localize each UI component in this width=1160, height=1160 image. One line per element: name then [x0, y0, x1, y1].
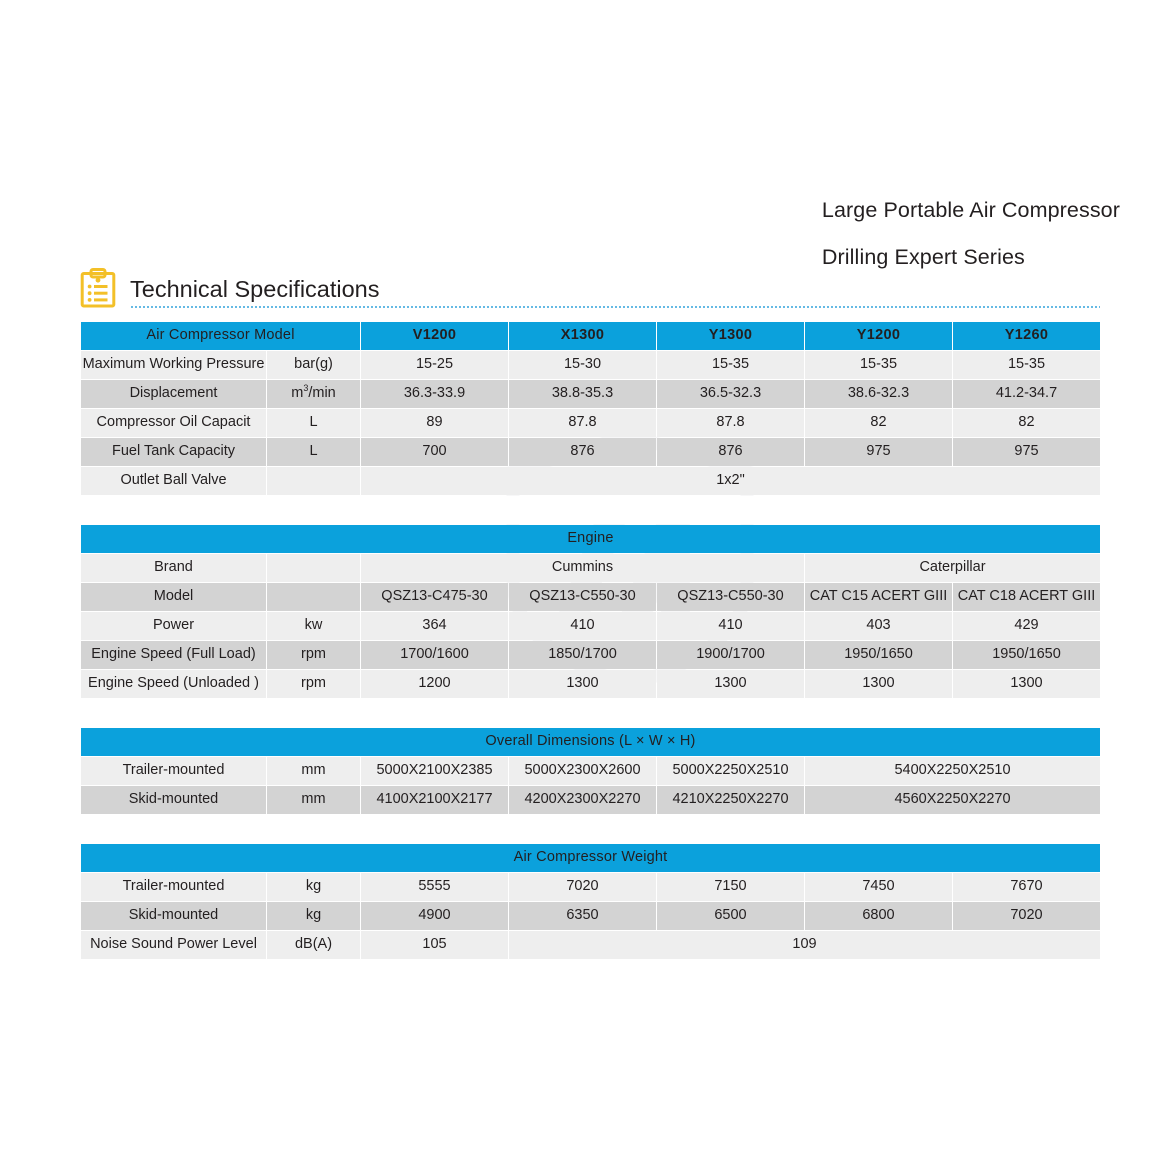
row-value: 7450: [805, 873, 952, 901]
row-unit: [267, 554, 360, 582]
row-value: 6350: [509, 902, 656, 930]
row-unit: rpm: [267, 670, 360, 698]
row-value: 5000X2250X2510: [657, 757, 804, 785]
row-value: 38.6-32.3: [805, 380, 952, 408]
row-value: 82: [805, 409, 952, 437]
column-header-y1300: Y1300: [657, 322, 804, 350]
section-header-row: [81, 844, 1100, 872]
row-unit: [267, 583, 360, 611]
row-value: 5400X2250X2510: [805, 757, 1100, 785]
row-label: Skid-mounted: [81, 786, 266, 814]
table-row: [81, 351, 1100, 379]
row-value: 1300: [509, 670, 656, 698]
table-row: [81, 380, 1100, 408]
row-value: 429: [953, 612, 1100, 640]
spacer-cell: [81, 496, 1100, 524]
row-value: 87.8: [509, 409, 656, 437]
table-row: [81, 670, 1100, 698]
row-value: 15-30: [509, 351, 656, 379]
spacer-cell: [81, 815, 1100, 843]
row-value: 1900/1700: [657, 641, 804, 669]
document-titles: [822, 200, 1120, 268]
row-value: 4200X2300X2270: [509, 786, 656, 814]
row-value: 1200: [361, 670, 508, 698]
row-value: 1950/1650: [953, 641, 1100, 669]
row-unit: rpm: [267, 641, 360, 669]
row-value: 15-35: [805, 351, 952, 379]
product-title: Large Portable Air Compressor: [821, 198, 1120, 222]
column-header-y1200: Y1200: [805, 322, 952, 350]
row-label: Outlet Ball Valve: [81, 467, 266, 495]
row-value: 4900: [361, 902, 508, 930]
section-spacer: [81, 496, 1100, 524]
section-spacer: [81, 815, 1100, 843]
row-value: 6500: [657, 902, 804, 930]
table-row: [81, 583, 1100, 611]
specifications-table-wrapper: [80, 321, 1096, 960]
row-value: 876: [509, 438, 656, 466]
row-value: 975: [805, 438, 952, 466]
row-value: 89: [361, 409, 508, 437]
row-value: CAT C18 ACERT GIII: [953, 583, 1100, 611]
row-value: 1950/1650: [805, 641, 952, 669]
row-unit: dB(A): [267, 931, 360, 959]
row-value: 1700/1600: [361, 641, 508, 669]
row-value: 6800: [805, 902, 952, 930]
row-value: 7670: [953, 873, 1100, 901]
technical-specifications-heading: [80, 268, 380, 308]
column-header-x1300: X1300: [509, 322, 656, 350]
row-value: 15-35: [657, 351, 804, 379]
section-header-row: [81, 322, 1100, 350]
row-label: Maximum Working Pressure: [81, 351, 266, 379]
section-header-row: [81, 728, 1100, 756]
table-row: [81, 786, 1100, 814]
row-value: 975: [953, 438, 1100, 466]
row-label: Trailer-mounted: [81, 873, 266, 901]
row-unit: $m^3/\min$: [267, 380, 360, 408]
row-unit: mm: [267, 786, 360, 814]
row-value: 7020: [953, 902, 1100, 930]
section-header-row: [81, 525, 1100, 553]
spacer-cell: [81, 699, 1100, 727]
row-value: QSZ13-C475-30: [361, 583, 508, 611]
table-row: [81, 902, 1100, 930]
product-series: Drilling Expert Series: [821, 244, 1025, 269]
row-value: 15-35: [953, 351, 1100, 379]
row-merged-value: 1x2": [361, 467, 1100, 495]
row-label: Power: [81, 612, 266, 640]
section-title-air-compressor-weight: Air Compressor Weight: [81, 844, 1100, 872]
row-label: Engine Speed (Full Load): [81, 641, 266, 669]
row-value: 38.8-35.3: [509, 380, 656, 408]
row-label: Compressor Oil Capacit: [81, 409, 266, 437]
table-row: [81, 467, 1100, 495]
row-unit: L: [267, 409, 360, 437]
row-value: 876: [657, 438, 804, 466]
row-value: 105: [361, 931, 508, 959]
clipboard-icon: [80, 268, 116, 308]
row-value: 36.3-33.9: [361, 380, 508, 408]
table-row: [81, 641, 1100, 669]
row-unit: L: [267, 438, 360, 466]
row-value: 36.5-32.3: [657, 380, 804, 408]
table-row: [81, 554, 1100, 582]
section-title-engine: Engine: [81, 525, 1100, 553]
row-value: 1300: [953, 670, 1100, 698]
specifications-table: [80, 321, 1101, 960]
row-value: Caterpillar: [805, 554, 1100, 582]
section-spacer: [81, 699, 1100, 727]
section-title-air-compressor-model: Air Compressor Model: [81, 322, 360, 350]
row-value: 87.8: [657, 409, 804, 437]
row-value: 7020: [509, 873, 656, 901]
section-heading-label: Technical Specifications: [130, 276, 380, 303]
row-value: 1850/1700: [509, 641, 656, 669]
table-row: [81, 757, 1100, 785]
row-label: Trailer-mounted: [81, 757, 266, 785]
row-value: 364: [361, 612, 508, 640]
row-label: Model: [81, 583, 266, 611]
row-value: 4210X2250X2270: [657, 786, 804, 814]
table-row: [81, 931, 1100, 959]
section-title-overall-dimensions: Overall Dimensions (L × W × H): [81, 728, 1100, 756]
column-header-v1200: V1200: [361, 322, 508, 350]
row-value: 41.2-34.7: [953, 380, 1100, 408]
table-row: [81, 612, 1100, 640]
row-label: Brand: [81, 554, 266, 582]
row-value: 5555: [361, 873, 508, 901]
row-label: Displacement: [81, 380, 266, 408]
row-unit: [267, 467, 360, 495]
row-value: CAT C15 ACERT GIII: [805, 583, 952, 611]
row-label: Skid-mounted: [81, 902, 266, 930]
table-row: [81, 873, 1100, 901]
row-label: Engine Speed (Unloaded ): [81, 670, 266, 698]
row-label: Noise Sound Power Level: [81, 931, 266, 959]
row-value: Cummins: [361, 554, 804, 582]
column-header-y1260: Y1260: [953, 322, 1100, 350]
row-label: Fuel Tank Capacity: [81, 438, 266, 466]
row-value: 5000X2100X2385: [361, 757, 508, 785]
row-value: 410: [509, 612, 656, 640]
row-value: 82: [953, 409, 1100, 437]
specifications-table-body: [81, 322, 1100, 959]
row-value: 410: [657, 612, 804, 640]
row-value: 109: [509, 931, 1100, 959]
row-unit: bar(g): [267, 351, 360, 379]
row-value: QSZ13-C550-30: [509, 583, 656, 611]
row-unit: kw: [267, 612, 360, 640]
heading-dotted-rule: [130, 306, 1100, 308]
row-value: 5000X2300X2600: [509, 757, 656, 785]
row-unit: kg: [267, 873, 360, 901]
row-value: 4560X2250X2270: [805, 786, 1100, 814]
row-unit: kg: [267, 902, 360, 930]
row-value: 4100X2100X2177: [361, 786, 508, 814]
row-value: 403: [805, 612, 952, 640]
row-unit: mm: [267, 757, 360, 785]
table-row: [81, 438, 1100, 466]
row-value: 1300: [805, 670, 952, 698]
row-value: 15-25: [361, 351, 508, 379]
row-value: QSZ13-C550-30: [657, 583, 804, 611]
table-row: [81, 409, 1100, 437]
row-value: 700: [361, 438, 508, 466]
row-value: 7150: [657, 873, 804, 901]
row-value: 1300: [657, 670, 804, 698]
